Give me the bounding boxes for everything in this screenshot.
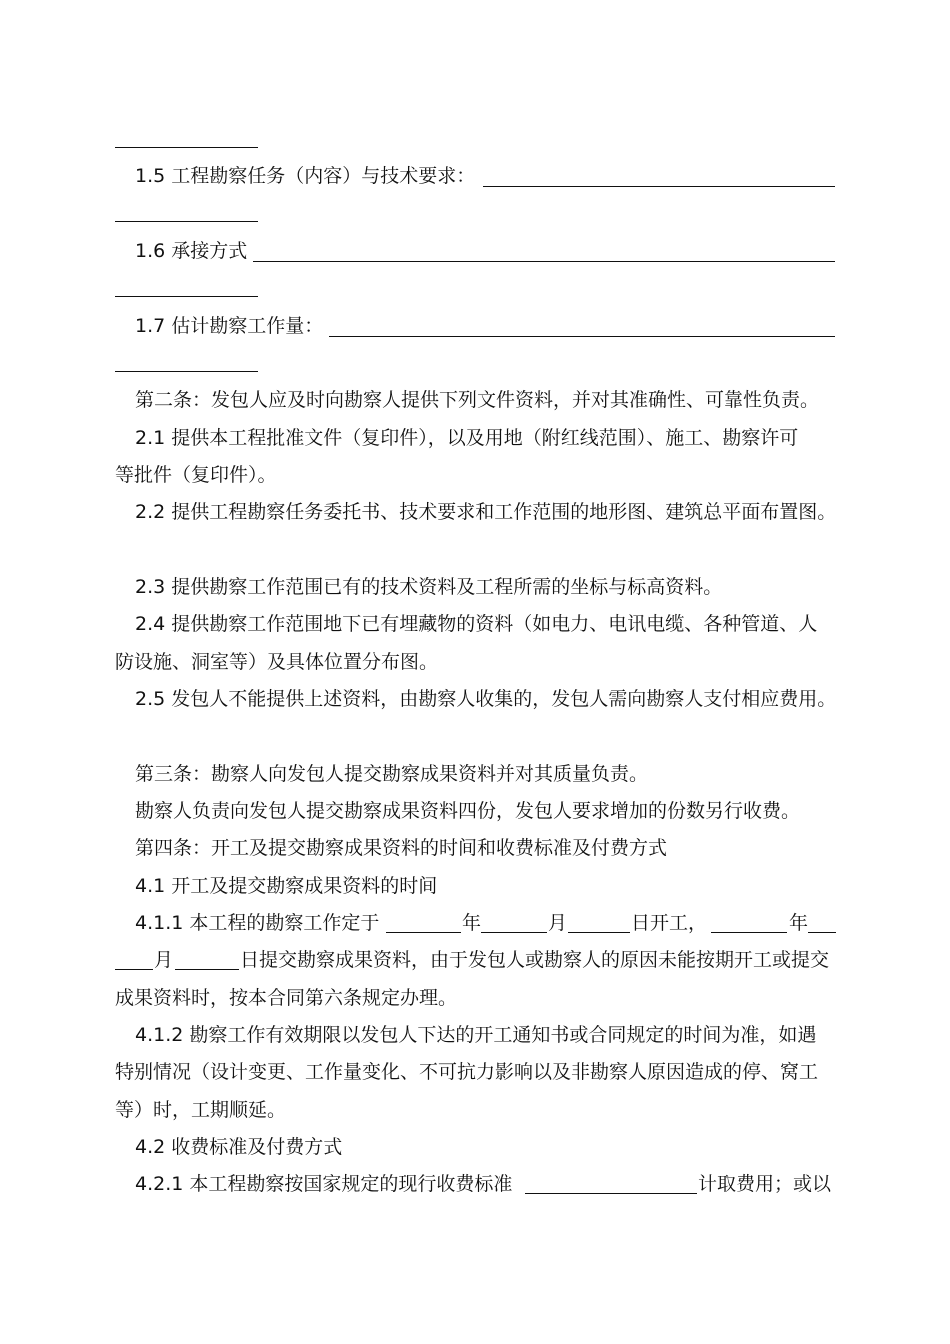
blank-line (808, 932, 836, 933)
article-3-body: 勘察人负责向发包人提交勘察成果资料四份，发包人要求增加的份数另行收费。 (135, 800, 801, 822)
clause-2-5: 2.5 发包人不能提供上述资料，由勘察人收集的，发包人需向勘察人支付相应费用。 (135, 688, 837, 710)
clause-4-1: 4.1 开工及提交勘察成果资料的时间 (135, 875, 438, 897)
clause-2-1-line1: 2.1 提供本工程批准文件（复印件），以及用地（附红线范围）、施工、勘察许可 (135, 427, 799, 449)
clause-2-4-line1: 2.4 提供勘察工作范围地下已有埋藏物的资料（如电力、电讯电缆、各种管道、人 (135, 613, 818, 635)
clause-4-1-1-prefix: 4.1.1 本工程的勘察工作定于 (135, 912, 380, 934)
clause-4-2-1-prefix: 4.2.1 本工程勘察按国家规定的现行收费标准 (135, 1173, 513, 1195)
blank-line (386, 932, 461, 933)
clause-1-5-text: 1.5 工程勘察任务（内容）与技术要求： (135, 165, 476, 187)
blank-line (525, 1193, 697, 1194)
clause-1-7-text: 1.7 估计勘察工作量： (135, 315, 324, 337)
month-label: 月 (154, 949, 174, 971)
blank-line (481, 932, 547, 933)
clause-4-1-1-line1 (0, 908, 950, 938)
blank-line (115, 371, 258, 372)
blank-line (568, 932, 630, 933)
blank-line (483, 186, 835, 187)
blank-line (329, 336, 835, 337)
blank-line (115, 147, 258, 148)
clause-4-1-1-line3: 成果资料时，按本合同第六条规定办理。 (115, 987, 458, 1009)
year-label: 年 (789, 912, 809, 934)
clause-4-1-1-line2 (0, 945, 950, 975)
blank-line (711, 932, 787, 933)
clause-4-1-2-line2: 特别情况（设计变更、工作量变化、不可抗力影响以及非勘察人原因造成的停、窝工 (115, 1061, 819, 1083)
article-4-heading: 第四条：开工及提交勘察成果资料的时间和收费标准及付费方式 (135, 837, 668, 859)
clause-2-3: 2.3 提供勘察工作范围已有的技术资料及工程所需的坐标与标高资料。 (135, 576, 723, 598)
start-work-label: 日开工， (631, 912, 708, 934)
blank-line (115, 969, 153, 970)
clause-4-2-1 (0, 1169, 950, 1199)
year-label: 年 (462, 912, 482, 934)
clause-2-2: 2.2 提供工程勘察任务委托书、技术要求和工作范围的地形图、建筑总平面布置图。 (135, 501, 837, 523)
clause-4-2-1-suffix: 计取费用；或以 (698, 1173, 832, 1195)
blank-line (115, 221, 258, 222)
article-2-heading: 第二条：发包人应及时向勘察人提供下列文件资料，并对其准确性、可靠性负责。 (135, 389, 820, 411)
clause-2-4-line2: 防设施、洞室等）及具体位置分布图。 (115, 651, 439, 673)
submit-results-text: 日提交勘察成果资料，由于发包人或勘察人的原因未能按期开工或提交 (240, 949, 830, 971)
clause-4-1-2-line3: 等）时，工期顺延。 (115, 1099, 287, 1121)
clause-4-2: 4.2 收费标准及付费方式 (135, 1136, 343, 1158)
blank-line (253, 261, 835, 262)
clause-1-6-text: 1.6 承接方式 (135, 240, 248, 262)
month-label: 月 (548, 912, 568, 934)
clause-4-1-2-line1: 4.1.2 勘察工作有效期限以发包人下达的开工通知书或合同规定的时间为准，如遇 (135, 1024, 817, 1046)
blank-line (115, 296, 258, 297)
clause-2-1-line2: 等批件（复印件）。 (115, 464, 277, 486)
article-3-heading: 第三条：勘察人向发包人提交勘察成果资料并对其质量负责。 (135, 763, 649, 785)
blank-line (175, 969, 239, 970)
